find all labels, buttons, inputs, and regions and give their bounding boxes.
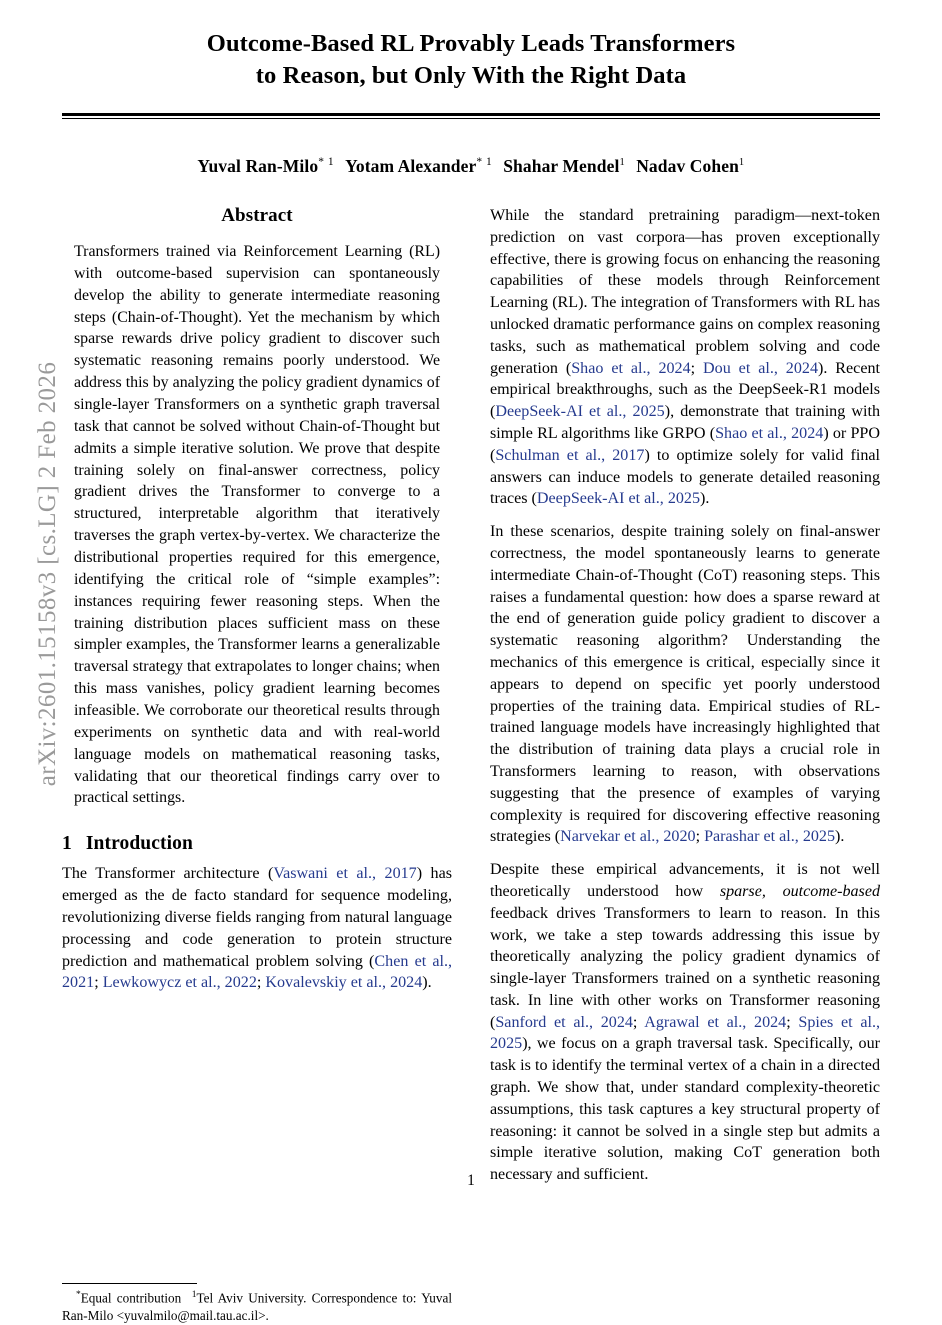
- emphasis-sparse-outcome-based: sparse, outcome-based: [719, 882, 881, 900]
- text-run: In these scenarios, despite training solely on final-answer correctness, the model spontaneously learns to generate intermediate Chain-of-Thought (CoT) reasoning steps. This raises a fundamental question: how does a sparse reward at the end of generation guide policy gradient to discover a systematic reasoning algorithm? Understanding the mechanics of this emergence is critical, especially since it appears to depend on specific yet poorly understood properties of the training data. Empirical studies of RL-trained language models have increasingly highlighted that the distribution of training data plays a crucial role in Transformers learning to reason, with observations suggesting that the presence of examples of varying complexity is required for discovering effective reasoning strategies (: [490, 523, 880, 846]
- intro-paragraph-3: [490, 521, 880, 848]
- citation-agrawal-2024[interactable]: Agrawal et al., 2024: [644, 1013, 787, 1031]
- section-number: 1: [62, 833, 72, 855]
- citation-parashar-2025[interactable]: Parashar et al., 2025: [704, 828, 836, 846]
- right-column: [490, 205, 880, 1197]
- text-run: ;: [256, 974, 266, 992]
- left-column: [62, 205, 453, 1324]
- author-marks: 1: [738, 157, 745, 169]
- title-line-1: Outcome-Based RL Provably Leads Transformers: [206, 30, 736, 57]
- citation-deepseek-ai-2025-traces[interactable]: DeepSeek-AI et al., 2025: [536, 490, 701, 508]
- intro-paragraph-1: [62, 863, 452, 994]
- title-divider: [62, 113, 880, 120]
- author-entry: [197, 156, 334, 176]
- text-run: While the standard pretraining paradigm—next-token prediction on vast corpora—has proven exceptionally effective, there is growing focus on enhancing the reasoning capabilities of these models through Reinforcement Learning (RL). The integration of Transformers with RL has unlocked dramatic performance gains on complex reasoning tasks, such as mathematical problem solving and code generation (: [490, 207, 880, 377]
- text-run: ), we focus on a graph traversal task. Specifically, our task is to identify the terminal vertex of a chain in a directed graph. We show that, under standard complexity-theoretic assumptions, this task captures a key structural property of reasoning: it cannot be solved in a single step but admits a simple iterative solution, making CoT generation both necessary and sufficient.: [490, 1035, 880, 1184]
- section-heading-introduction: [62, 833, 452, 855]
- author-entry: [503, 156, 625, 176]
- footnote-star-marker: *: [76, 1290, 81, 1301]
- text-run: ;: [94, 974, 103, 992]
- text-run: ;: [695, 828, 705, 846]
- section-title: Introduction: [85, 833, 193, 855]
- citation-shao-2024[interactable]: Shao et al., 2024: [571, 359, 691, 377]
- footnote-text: [62, 1289, 452, 1324]
- citation-narvekar-2020[interactable]: Narvekar et al., 2020: [560, 828, 696, 846]
- text-run: ) has emerged as the de facto standard for sequence modeling, revolutionizing diverse fields ranging from natural language processing and code generation to protein structure prediction and mathematical problem solving (: [62, 865, 453, 970]
- citation-chen-2021[interactable]: Chen et al., 2021: [62, 952, 453, 992]
- author-marks: * 1: [318, 156, 335, 169]
- abstract-text: Transformers trained via Reinforcement Learning (RL) with outcome-based supervision can spontaneously develop the ability to generate intermediate reasoning steps (Chain-of-Thought). Yet the mechanism by which sparse rewards drive policy gradient to discover such systematic reasoning remains poorly understood. We address this by analyzing the policy gradient dynamics of single-layer Transformers on a synthetic graph traversal task that cannot be solved without Chain-of-Thought but admits a simple iterative solution. We prove that despite training solely on final-answer correctness, policy gradient drives the Transformer to converge to a structured, interpretable algorithm that iteratively traverses the graph vertex-by-vertex. We characterize the distributional properties required for this emergence, identifying the critical role of “simple examples”: instances requiring fewer reasoning steps. When the training distribution places sufficient mass on these simpler examples, the Transformer learns a generalizable traversal strategy that extrapolates to longer chains; when this mass vanishes, policy gradient learning becomes infeasible. We corroborate our theoretical results through experiments on synthetic data and with real-world language models on mathematical reasoning tasks, validating that our theoretical findings carry over to practical settings.: [74, 243, 440, 807]
- text-run: ).: [835, 828, 845, 846]
- footnote-rule: [62, 1283, 197, 1284]
- citation-spies-2025[interactable]: Spies et al., 2025: [490, 1013, 880, 1053]
- text-run: ).: [700, 490, 710, 508]
- author-list: [62, 156, 880, 177]
- abstract-heading: Abstract: [221, 205, 293, 226]
- paper-page: [62, 0, 881, 1324]
- citation-dou-2024[interactable]: Dou et al., 2024: [703, 359, 818, 377]
- text-run: The Transformer architecture (: [62, 865, 274, 883]
- body-columns: [62, 205, 881, 1324]
- page-number: 1: [467, 1172, 475, 1189]
- divider-thin-line: [62, 118, 880, 120]
- author-name: Yotam Alexander: [345, 156, 477, 177]
- citation-kovalevskiy-2024[interactable]: Kovalevskiy et al., 2024: [265, 974, 423, 992]
- author-entry: [636, 156, 744, 176]
- author-marks: 1: [619, 157, 626, 169]
- intro-paragraph-2: [490, 205, 880, 510]
- citation-shao-2024-grpo[interactable]: Shao et al., 2024: [715, 424, 824, 442]
- author-marks: * 1: [476, 156, 493, 169]
- author-entry: [345, 156, 492, 176]
- author-name: Nadav Cohen: [636, 156, 739, 177]
- text-run: ) or PPO (: [490, 424, 880, 464]
- citation-deepseek-ai-2025[interactable]: DeepSeek-AI et al., 2025: [495, 403, 665, 421]
- text-run: ;: [690, 359, 704, 377]
- text-run: ). Recent empirical breakthroughs, such as the DeepSeek-R1 models (: [490, 359, 880, 421]
- abstract-body: [62, 241, 452, 809]
- arxiv-identifier-stamp: arXiv:2601.15158v3 [cs.LG] 2 Feb 2026: [34, 361, 61, 787]
- author-name: Yuval Ran-Milo: [197, 156, 319, 177]
- citation-sanford-2024[interactable]: Sanford et al., 2024: [495, 1013, 633, 1031]
- page-title: [62, 0, 880, 93]
- citation-schulman-2017[interactable]: Schulman et al., 2017: [495, 446, 645, 464]
- citation-vaswani-2017[interactable]: Vaswani et al., 2017: [273, 865, 417, 883]
- text-run: ).: [422, 974, 432, 992]
- footnote-block: [62, 1283, 452, 1325]
- text-run: Despite these empirical advancements, it is not well theoretically understood how: [490, 861, 880, 900]
- text-run: ;: [786, 1013, 799, 1031]
- text-run: ), demonstrate that training with simple RL algorithms like GRPO (: [490, 403, 880, 442]
- title-line-2: to Reason, but Only With the Right Data: [255, 62, 687, 90]
- text-run: ) to optimize solely for valid final answers can induce models to generate detailed reasoning traces (: [490, 446, 880, 508]
- text-run: ;: [632, 1013, 645, 1031]
- text-run: feedback drives Transformers to learn to reason. In this work, we take a step towards addressing this issue by theoretically analyzing the policy gradient dynamics of single-layer Transformers trained on a synthetic reasoning task. In line with other works on Transformer reasoning (: [490, 904, 880, 1031]
- footnote-equal-contribution: Equal contribution: [80, 1290, 182, 1306]
- citation-lewkowycz-2022[interactable]: Lewkowycz et al., 2022: [102, 974, 257, 992]
- footnote-affiliation-marker: 1: [191, 1290, 197, 1301]
- intro-paragraph-4: [490, 859, 880, 1186]
- author-name: Shahar Mendel: [503, 156, 620, 177]
- footnote-affiliation: Tel Aviv University. Correspondence to: Yuval Ran-Milo <yuvalmilo@mail.tau.ac.il>.: [62, 1290, 452, 1324]
